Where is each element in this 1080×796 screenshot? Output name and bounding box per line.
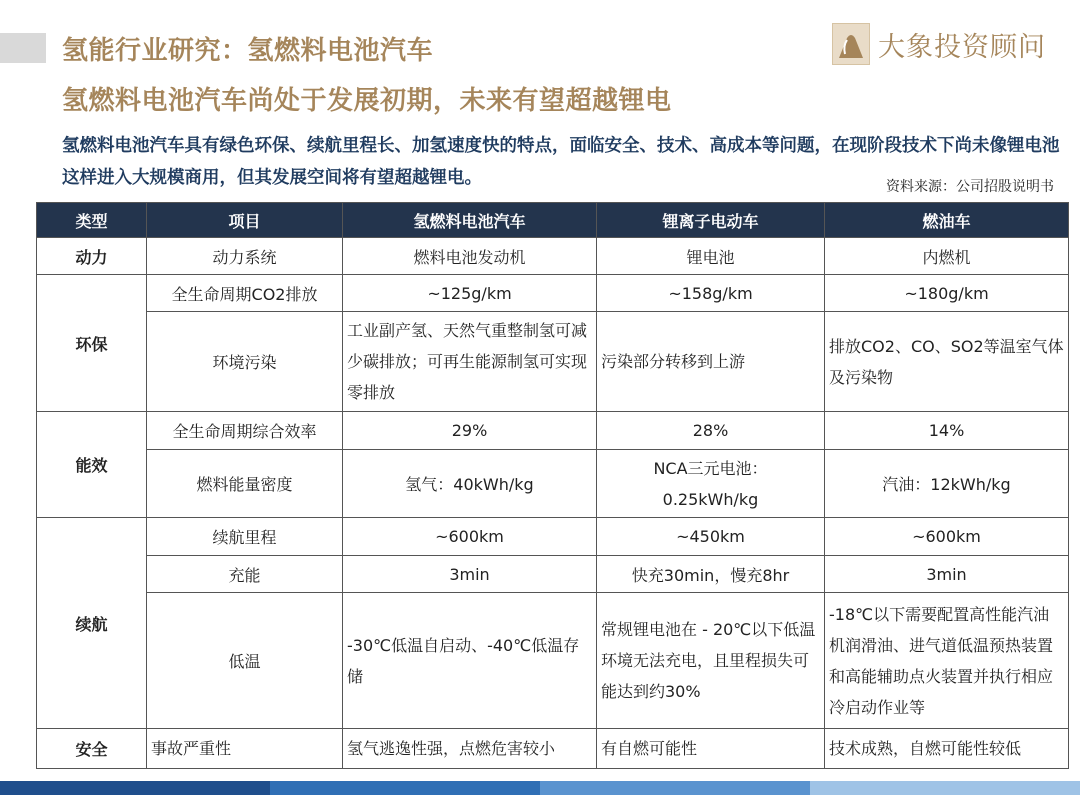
- table-cell: 内燃机: [825, 238, 1069, 275]
- footer-color-bar: [0, 781, 1080, 795]
- logo-text: 大象投资顾问: [878, 31, 1046, 63]
- table-cell: 全生命周期综合效率: [147, 412, 343, 450]
- table-cell: -30℃低温自启动、-40℃低温存储: [343, 593, 597, 729]
- table-cell: 低温: [147, 593, 343, 729]
- table-row: [37, 556, 1069, 593]
- page-subtitle: 氢燃料电池汽车尚处于发展初期，未来有望超越锂电: [62, 86, 672, 116]
- table-row: [37, 275, 1069, 312]
- table-cell: 29%: [343, 412, 597, 450]
- company-logo: [832, 22, 1046, 66]
- header-type: 类型: [37, 203, 147, 238]
- footer-bar-segment: [270, 781, 540, 795]
- page-title: 氢能行业研究：氢燃料电池汽车: [62, 36, 434, 66]
- category-power: 动力: [37, 238, 147, 275]
- table-cell: 污染部分转移到上游: [597, 312, 825, 412]
- footer-bar-segment: [810, 781, 1080, 795]
- table-cell: 锂电池: [597, 238, 825, 275]
- table-cell: 快充30min，慢充8hr: [597, 556, 825, 593]
- table-cell: 充能: [147, 556, 343, 593]
- table-row: [37, 412, 1069, 450]
- table-row: [37, 450, 1069, 518]
- table-cell: 28%: [597, 412, 825, 450]
- category-efficiency: 能效: [37, 412, 147, 518]
- table-row: [37, 312, 1069, 412]
- intro-paragraph: 氢燃料电池汽车具有绿色环保、续航里程长、加氢速度快的特点，面临安全、技术、高成本等问题，在现阶段技术下尚未像锂电池这样进入大规模商用，但其发展空间将有望超越锂电。: [62, 136, 1060, 188]
- table-cell: 事故严重性: [147, 729, 343, 769]
- header-ice: 燃油车: [825, 203, 1069, 238]
- table-cell: 续航里程: [147, 518, 343, 556]
- table-cell: 氢气逃逸性强，点燃危害较小: [343, 729, 597, 769]
- footer-bar-segment: [0, 781, 270, 795]
- table-cell: 全生命周期CO2排放: [147, 275, 343, 312]
- table-cell: 排放CO2、CO、SO2等温室气体及污染物: [825, 312, 1069, 412]
- table-cell: 有自燃可能性: [597, 729, 825, 769]
- table-row: [37, 729, 1069, 769]
- comparison-table: [36, 202, 1069, 769]
- table-header-row: [37, 203, 1069, 238]
- table-cell: 汽油：12kWh/kg: [825, 450, 1069, 518]
- table-cell: 技术成熟，自燃可能性较低: [825, 729, 1069, 769]
- table-cell: 工业副产氢、天然气重整制氢可减少碳排放；可再生能源制氢可实现零排放: [343, 312, 597, 412]
- category-range: 续航: [37, 518, 147, 729]
- table-cell: ~450km: [597, 518, 825, 556]
- table-cell: 14%: [825, 412, 1069, 450]
- table-cell: 动力系统: [147, 238, 343, 275]
- table-row: [37, 238, 1069, 275]
- category-env: 环保: [37, 275, 147, 412]
- category-safety: 安全: [37, 729, 147, 769]
- table-cell: ~600km: [825, 518, 1069, 556]
- table-cell: 环境污染: [147, 312, 343, 412]
- table-cell: 燃料能量密度: [147, 450, 343, 518]
- table-cell: NCA三元电池：0.25kWh/kg: [597, 450, 825, 518]
- table-row: [37, 593, 1069, 729]
- table-cell: 燃料电池发动机: [343, 238, 597, 275]
- table-cell: ~158g/km: [597, 275, 825, 312]
- table-row: [37, 518, 1069, 556]
- table-cell: ~180g/km: [825, 275, 1069, 312]
- table-cell: ~125g/km: [343, 275, 597, 312]
- footer-bar-segment: [540, 781, 810, 795]
- source-note: 资料来源：公司招股说明书: [886, 179, 1054, 195]
- table-cell: -18℃以下需要配置高性能汽油机润滑油、进气道低温预热装置和高能辅助点火装置并执行相应冷启动作业等: [825, 593, 1069, 729]
- table-cell: 氢气：40kWh/kg: [343, 450, 597, 518]
- elephant-logo-icon: [832, 23, 870, 65]
- header-item: 项目: [147, 203, 343, 238]
- table-cell: 3min: [825, 556, 1069, 593]
- table-cell: ~600km: [343, 518, 597, 556]
- table-cell: 3min: [343, 556, 597, 593]
- title-accent-block: [0, 33, 46, 63]
- header-fcev: 氢燃料电池汽车: [343, 203, 597, 238]
- header-bev: 锂离子电动车: [597, 203, 825, 238]
- table-cell: 常规锂电池在 - 20℃以下低温环境无法充电，且里程损失可能达到约30%: [597, 593, 825, 729]
